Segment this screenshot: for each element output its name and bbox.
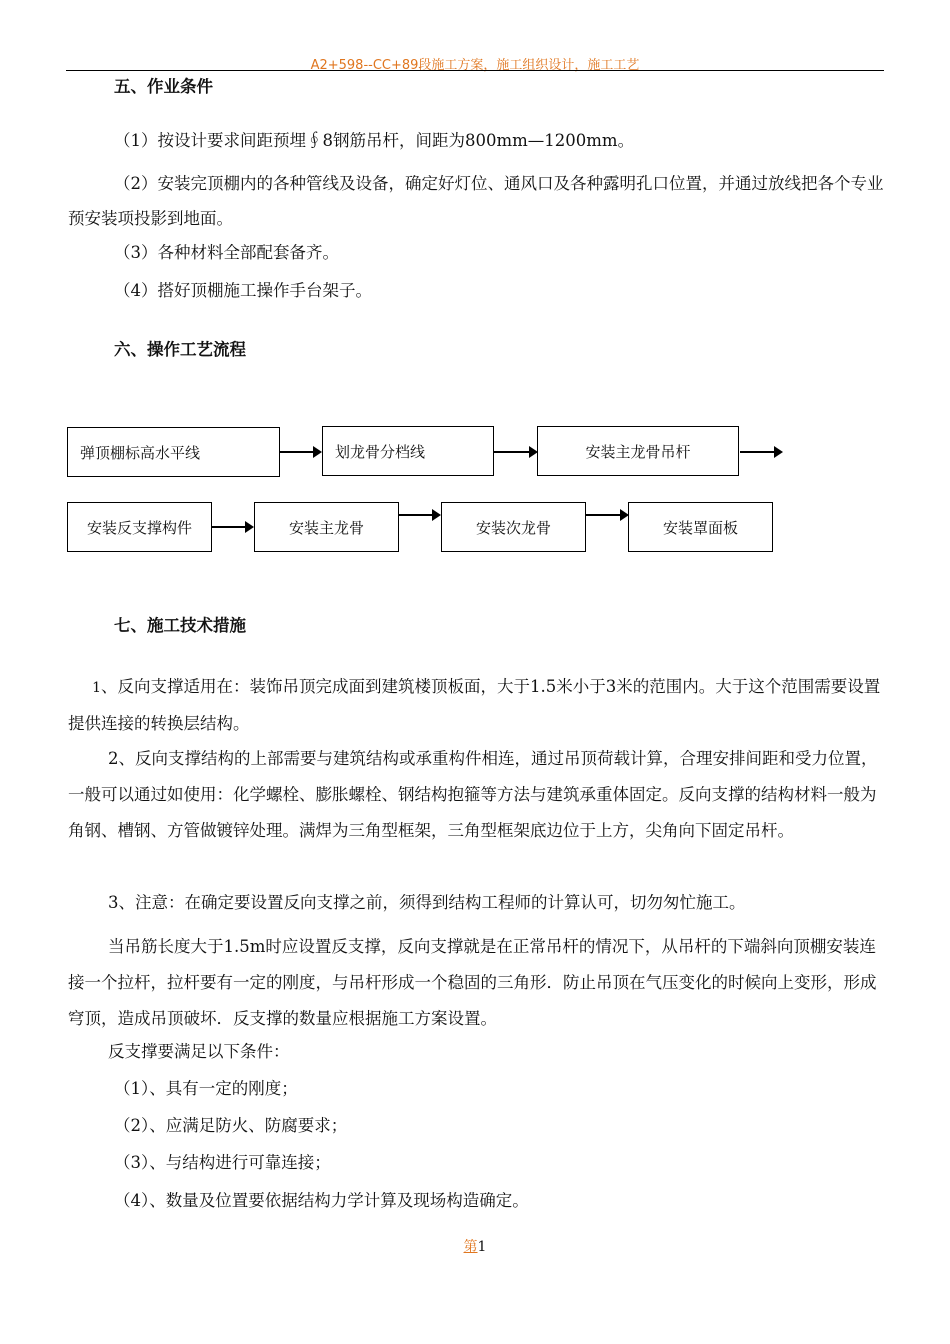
flow-step-4-label: 安装反支撑构件 — [86, 518, 192, 537]
flow-step-7 — [628, 502, 773, 552]
section-5-item-3: （3）各种材料全部配套备齐。 — [114, 243, 339, 262]
condition-1: （1）、具有一定的刚度； — [114, 1079, 298, 1098]
flow-arrow-6 — [586, 514, 627, 516]
page-footer — [0, 1236, 950, 1256]
flow-step-1 — [67, 427, 280, 477]
flow-step-7-label: 安装罩面板 — [662, 518, 738, 537]
section-5-item-4: （4）搭好顶棚施工操作手台架子。 — [114, 281, 372, 300]
flow-step-3-label: 安装主龙骨吊杆 — [585, 442, 691, 461]
section-7-paragraph-5: 反支撑要满足以下条件： — [108, 1042, 290, 1061]
section-7-paragraph-2: 2、反向支撑结构的上部需要与建筑结构或承重构件相连，通过吊顶荷载计算，合理安排间距和受力位置，一般可以通过如使用：化学螺栓、膨胀螺栓、钢结构抱箍等方法与建筑承重体固定。反向支撑的结构材料一般为角钢、槽钢、方管做镀锌处理。满焊为三角型框架，三角型框架底边位于上方，尖角向下固定吊杆。 — [68, 749, 878, 840]
condition-4: （4）、数量及位置要依据结构力学计算及现场构造确定。 — [114, 1191, 529, 1210]
section-7-heading: 七、施工技术措施 — [114, 616, 246, 635]
page-number: 1 — [477, 1239, 487, 1255]
flow-step-5 — [254, 502, 399, 552]
section-7-paragraph-3: 3、注意：在确定要设置反向支撑之前，须得到结构工程师的计算认可，切勿匆忙施工。 — [108, 893, 746, 912]
flow-step-2 — [322, 426, 494, 476]
flow-step-2-label: 划龙骨分档线 — [335, 442, 426, 461]
page-footer-prefix: 第 — [463, 1239, 478, 1255]
paragraph-1-text: 、反向支撑适用在：装饰吊顶完成面到建筑楼顶板面，大于1.5米小于3米的范围内。大于这个范围需要设置提供连接的转换层结构。 — [68, 677, 881, 733]
section-5-heading: 五、作业条件 — [114, 77, 213, 96]
flow-step-6-label: 安装次龙骨 — [475, 518, 551, 537]
flow-step-3 — [537, 426, 739, 476]
section-7-paragraph-1 — [68, 669, 888, 741]
section-7-paragraph-4: 当吊筋长度大于1.5m时应设置反支撑，反向支撑就是在正常吊杆的情况下，从吊杆的下端斜向顶棚安装连接一个拉杆，拉杆要有一定的刚度，与吊杆形成一个稳固的三角形．防止吊顶在气压变化的时候向上变形，形成穹顶，造成吊顶破坏．反支撑的数量应根据施工方案设置。 — [68, 937, 877, 1028]
flow-step-5-label: 安装主龙骨 — [288, 518, 364, 537]
condition-2: （2）、应满足防火、防腐要求； — [114, 1116, 348, 1135]
section-5-item-1: （1）按设计要求间距预埋∮8钢筋吊杆，间距为800mm—1200mm。 — [114, 131, 635, 150]
flow-arrow-2 — [494, 451, 536, 453]
section-6-heading: 六、操作工艺流程 — [114, 340, 246, 359]
flow-arrow-3 — [740, 451, 781, 453]
flow-step-1-label: 弹顶棚标高水平线 — [80, 443, 201, 462]
header-rule — [66, 70, 884, 71]
section-5-item-2: （2）安装完顶棚内的各种管线及设备，确定好灯位、通风口及各种露明孔口位置，并通过放线把各个专业预安装项投影到地面。 — [68, 174, 884, 228]
flow-step-4 — [67, 502, 212, 552]
flow-arrow-4 — [212, 526, 252, 528]
flow-step-6 — [441, 502, 586, 552]
flow-arrow-1 — [280, 451, 320, 453]
page-header-text: A2+598--CC+89段施工方案，施工组织设计，施工工艺 — [310, 58, 640, 73]
paragraph-1-number: 1 — [92, 680, 101, 696]
flow-arrow-5 — [399, 514, 439, 516]
condition-3: （3）、与结构进行可靠连接； — [114, 1153, 331, 1172]
